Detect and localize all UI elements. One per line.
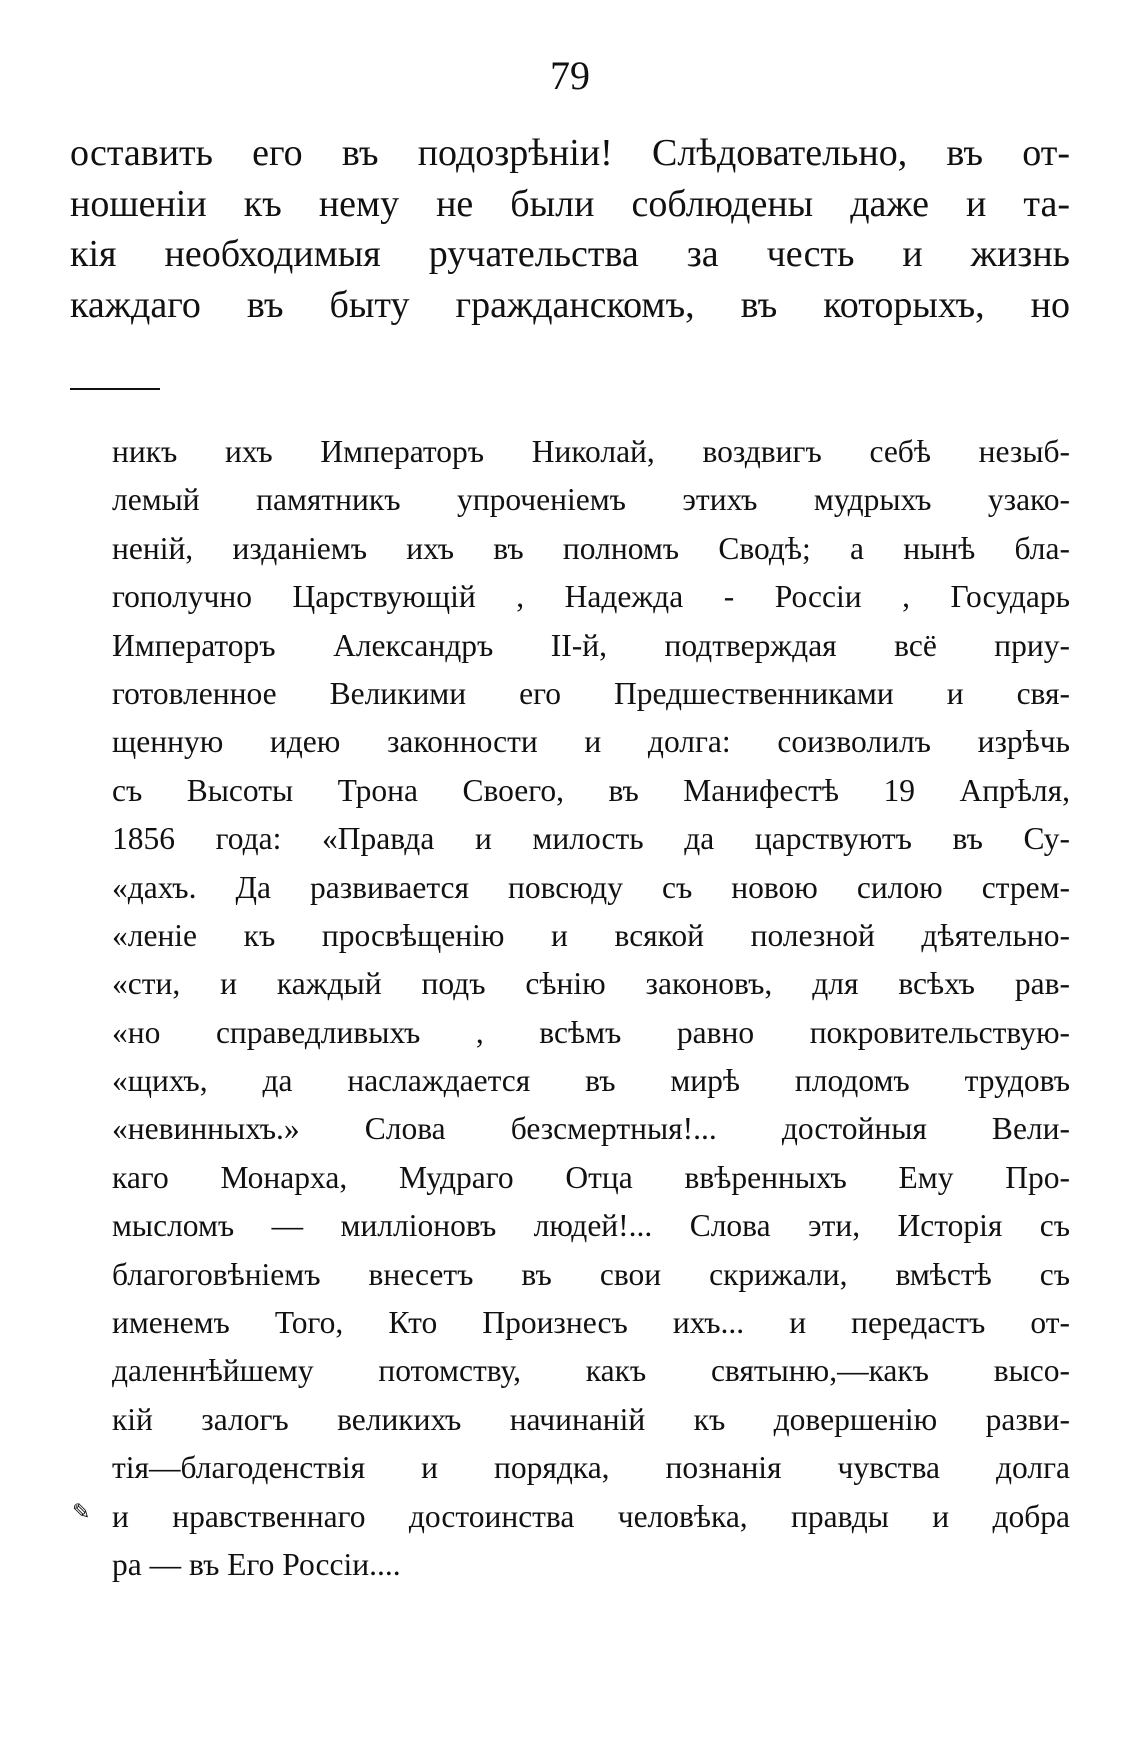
footnote-line: «леніе къ просвѣщенію и всякой полезной дѣятельно- xyxy=(112,917,1070,953)
footnote-line: съ Высоты Трона Своего, въ Манифестѣ 19 Апрѣля, xyxy=(112,772,1070,808)
footnote-line: гополучно Царствующій , Надежда - Россіи , Государь xyxy=(112,579,1070,615)
page-number: 79 xyxy=(550,53,590,98)
main-text-line: ношеніи къ нему не были соблюдены даже и та- xyxy=(70,182,1070,225)
main-text-line: оставить его въ подозрѣніи! Слѣдовательно, въ от- xyxy=(70,132,1070,174)
margin-mark: ✎ xyxy=(72,1499,91,1524)
footnote-line: кій залогъ великихъ начинаній къ довершенію разви- xyxy=(112,1401,1070,1437)
footnote-line: даленнѣйшему потомству, какъ святыню,—какъ высо- xyxy=(112,1353,1070,1389)
footnote-line: благоговѣніемъ внесетъ въ свои скрижали, вмѣстѣ съ xyxy=(112,1256,1070,1292)
footnote-line: щенную идею законности и долга: соизволилъ изрѣчь xyxy=(112,724,1070,760)
footnote-line: Императоръ Александръ II-й, подтверждая всё приу- xyxy=(112,627,1070,663)
footnote-line: мысломъ — милліоновъ людей!... Слова эти, Исторія съ xyxy=(112,1208,1070,1244)
footnote-divider xyxy=(70,388,160,390)
footnote xyxy=(112,428,1070,1589)
footnote-line: 1856 года: «Правда и милость да царствуютъ въ Су- xyxy=(112,821,1070,857)
main-text-line: каждаго въ быту гражданскомъ, въ которыхъ, но xyxy=(70,283,1070,326)
footnote-line: тія—благоденствія и порядка, познанія чувства долга xyxy=(112,1450,1070,1486)
main-text xyxy=(70,128,1070,330)
footnote-line: и нравственнаго достоинства человѣка, правды и добра xyxy=(112,1498,1070,1534)
footnote-line: именемъ Того, Кто Произнесъ ихъ... и передастъ от- xyxy=(112,1305,1070,1341)
footnote-line: никъ ихъ Императоръ Николай, воздвигъ себѣ незыб- xyxy=(112,434,1070,469)
footnote-line: каго Монарха, Мудраго Отца ввѣренныхъ Ему Про- xyxy=(112,1159,1070,1195)
footnote-line: ра — въ Его Россіи.... xyxy=(112,1546,401,1582)
footnote-line: «сти, и каждый подъ сѣнію законовъ, для всѣхъ рав- xyxy=(112,966,1070,1002)
main-text-line: кія необходимыя ручательства за честь и жизнь xyxy=(70,233,1070,275)
footnote-line: готовленное Великими его Предшественниками и свя- xyxy=(112,675,1070,711)
footnote-line: лемый памятникъ упроченіемъ этихъ мудрыхъ узако- xyxy=(112,482,1070,518)
footnote-line: «но справедливыхъ , всѣмъ равно покровительствую- xyxy=(112,1014,1070,1050)
footnote-line: «щихъ, да наслаждается въ мирѣ плодомъ трудовъ xyxy=(112,1063,1070,1099)
footnote-line: «невинныхъ.» Слова безсмертныя!... достойныя Вели- xyxy=(112,1111,1070,1147)
footnote-line: «дахъ. Да развивается повсюду съ новою силою стрем- xyxy=(112,869,1070,905)
footnote-line: неній, изданіемъ ихъ въ полномъ Сводѣ; а нынѣ бла- xyxy=(112,530,1070,566)
